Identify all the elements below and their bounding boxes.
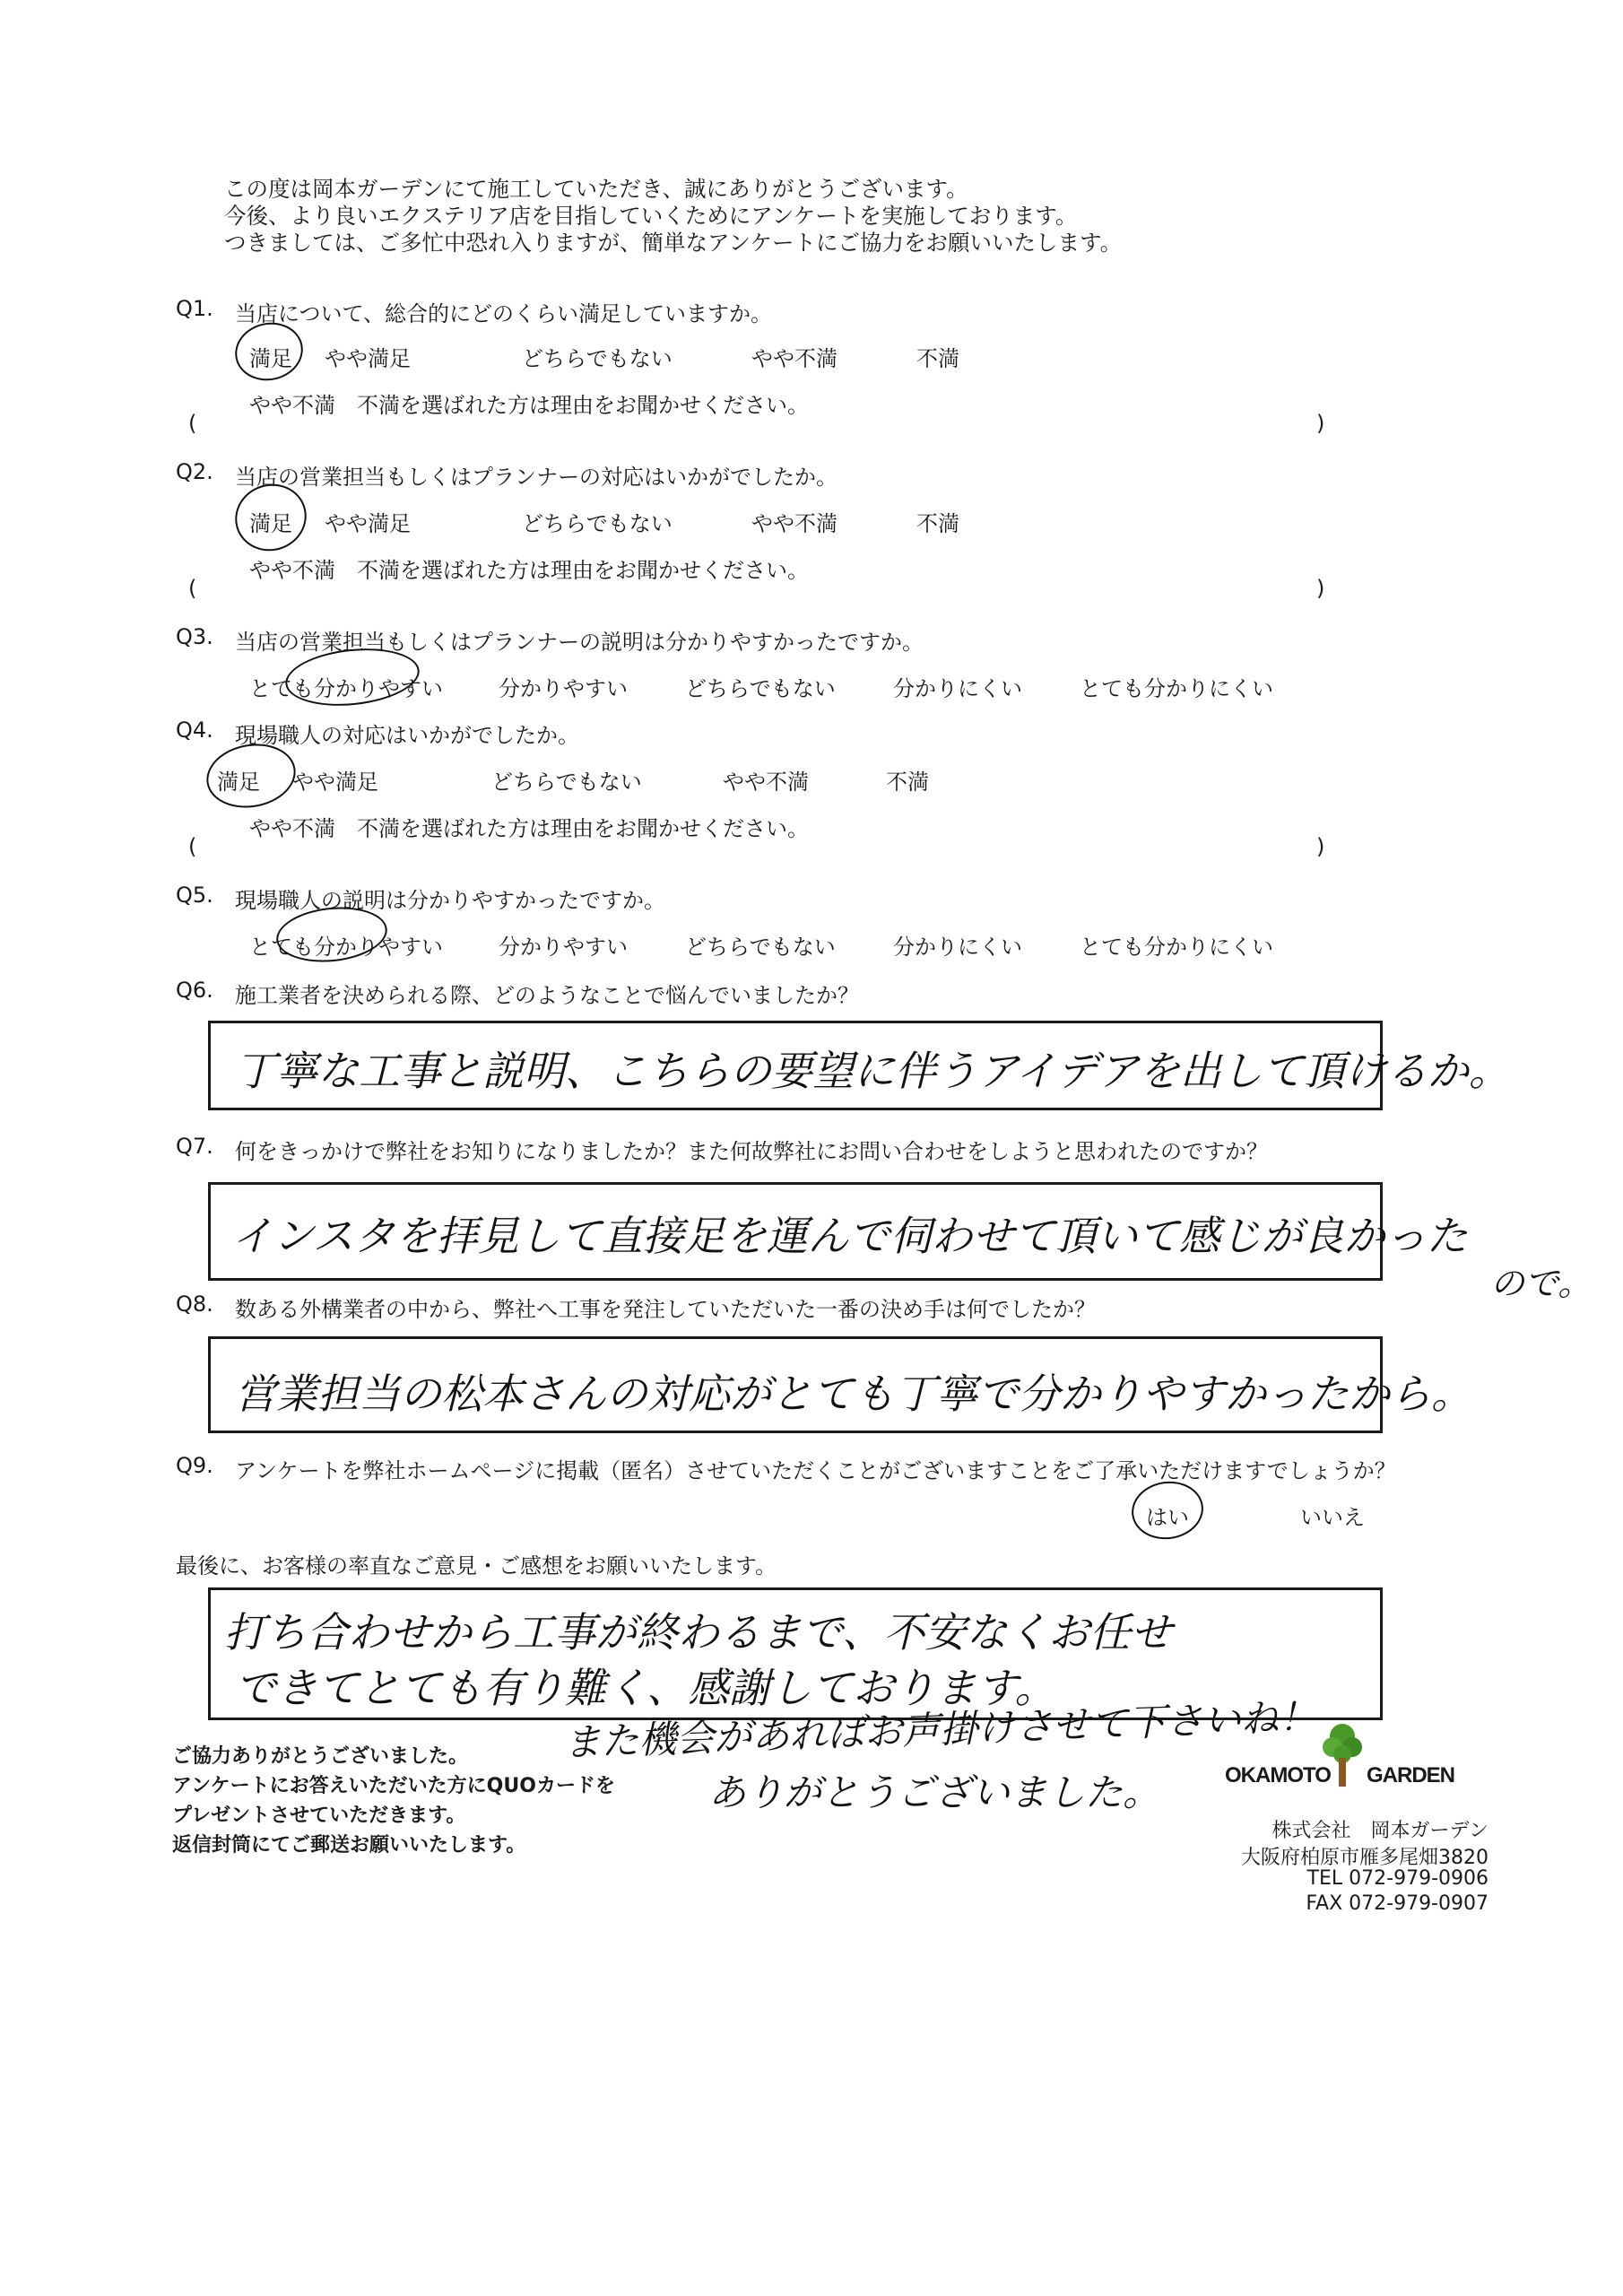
company-name: 株式会社 岡本ガーデン <box>1271 1820 1488 1842</box>
q4-option-4[interactable]: やや不満 <box>723 770 809 795</box>
q3-option-4[interactable]: 分かりにくい <box>893 676 1022 701</box>
q4-option-1[interactable]: 満足 <box>217 770 260 795</box>
footer-note <box>172 1742 615 1860</box>
q3-text: 当店の営業担当もしくはプランナーの説明は分かりやすかったですか。 <box>235 630 924 655</box>
intro-line-1: この度は岡本ガーデンにて施工していただき、誠にありがとうございます。 <box>224 176 968 202</box>
q2-text: 当店の営業担当もしくはプランナーの対応はいかがでしたか。 <box>235 465 838 490</box>
q3-number: Q3. <box>176 624 213 649</box>
q5-option-1[interactable]: とても分かりやすい <box>249 935 443 960</box>
q2-option-4[interactable]: やや不満 <box>751 511 838 536</box>
company-address: 大阪府柏原市雁多尾畑3820 <box>1241 1847 1488 1869</box>
q2-number: Q2. <box>176 459 213 484</box>
q1-reason-prompt: やや不満 不満を選ばれた方は理由をお聞かせください。 <box>249 393 809 418</box>
q6-number: Q6. <box>176 978 213 1003</box>
q9-no-option[interactable]: いいえ <box>1300 1505 1365 1530</box>
q1-option-2[interactable]: やや満足 <box>325 346 411 371</box>
footer-line-1: ご協力ありがとうございました。 <box>172 1745 469 1768</box>
q3-option-3[interactable]: どちらでもない <box>685 676 836 701</box>
q1-option-4[interactable]: やや不満 <box>751 346 838 371</box>
q9-text: アンケートを弊社ホームページに掲載（匿名）させていただくことがございますことをご了承いただけますでしょうか？ <box>235 1458 1396 1483</box>
intro-text <box>224 176 1122 257</box>
q4-paren-open: ( <box>188 834 197 859</box>
logo-text-left: OKAMOTO <box>1225 1763 1331 1787</box>
q1-number: Q1. <box>176 296 213 321</box>
q6-answer: 丁寧な工事と説明、こちらの要望に伴うアイデアを出して頂けるか。 <box>235 1047 1510 1095</box>
intro-line-2: 今後、より良いエクステリア店を目指していくためにアンケートを実施しております。 <box>224 203 1078 229</box>
q7-number: Q7. <box>176 1134 213 1159</box>
q1-text: 当店について、総合的にどのくらい満足していますか。 <box>235 301 773 326</box>
q2-option-2[interactable]: やや満足 <box>325 511 411 536</box>
q5-header <box>0 883 1623 918</box>
q4-reason-prompt: やや不満 不満を選ばれた方は理由をお聞かせください。 <box>249 816 809 841</box>
q5-option-2[interactable]: 分かりやすい <box>499 935 628 960</box>
q4-number: Q4. <box>176 718 213 743</box>
q8-header <box>0 1292 1623 1327</box>
q1-paren-open: ( <box>188 411 197 436</box>
q1-header <box>0 296 1623 332</box>
q4-text: 現場職人の対応はいかがでしたか。 <box>235 723 579 748</box>
q2-reason-prompt: やや不満 不満を選ばれた方は理由をお聞かせください。 <box>249 558 809 583</box>
q2-header <box>0 459 1623 495</box>
q3-header <box>0 624 1623 660</box>
q5-number: Q5. <box>176 883 213 908</box>
q1-option-3[interactable]: どちらでもない <box>522 346 673 371</box>
tree-icon <box>1320 1720 1365 1788</box>
q6-header <box>0 978 1623 1013</box>
q5-text: 現場職人の説明は分かりやすかったですか。 <box>235 888 665 913</box>
q7-answer: インスタを拝見して直接足を運んで伺わせて頂いて感じが良かった <box>231 1212 1468 1260</box>
footer-line-4: 返信封筒にてご郵送お願いいたします。 <box>172 1834 526 1857</box>
company-fax: FAX 072-979-0907 <box>1306 1892 1488 1915</box>
q9-number: Q9. <box>176 1453 213 1478</box>
q7-header <box>0 1134 1623 1170</box>
q2-option-3[interactable]: どちらでもない <box>522 511 673 536</box>
company-tel: TEL 072-979-0906 <box>1306 1867 1488 1890</box>
q8-number: Q8. <box>176 1292 213 1317</box>
logo-text-right: GARDEN <box>1367 1763 1455 1787</box>
q1-option-5[interactable]: 不満 <box>916 346 959 371</box>
final-prompt: 最後に、お客様の率直なご意見・ご感想をお願いいたします。 <box>176 1553 777 1578</box>
q8-answer: 営業担当の松本さんの対応がとても丁寧で分かりやすかったから。 <box>235 1370 1472 1418</box>
q2-option-1[interactable]: 満足 <box>249 511 292 536</box>
q6-text: 施工業者を決められる際、どのようなことで悩んでいましたか？ <box>235 983 859 1008</box>
footer-line-3: プレゼントさせていただきます。 <box>172 1805 466 1827</box>
q9-yes-option[interactable]: はい <box>1146 1505 1189 1530</box>
q5-option-4[interactable]: 分かりにくい <box>893 935 1022 960</box>
q2-paren-open: ( <box>188 576 197 601</box>
q7-answer-cont: ので。 <box>1490 1264 1593 1303</box>
q1-paren-close: ) <box>1316 411 1325 436</box>
final-answer-line-3: また機会があればお声掛けさせて下さいね！ <box>562 1694 1317 1765</box>
company-logo <box>1225 1720 1494 1792</box>
q5-option-5[interactable]: とても分かりにくい <box>1080 935 1273 960</box>
q2-option-5[interactable]: 不満 <box>916 511 959 536</box>
q1-option-1[interactable]: 満足 <box>249 346 292 371</box>
final-answer-line-4: ありがとうございました。 <box>708 1770 1161 1814</box>
q8-text: 数ある外構業者の中から、弊社へ工事を発注していただいた一番の決め手は何でしたか？ <box>235 1297 1096 1322</box>
final-answer-line-1: 打ち合わせから工事が終わるまで、不安なくお任せ <box>224 1608 1173 1657</box>
q3-option-2[interactable]: 分かりやすい <box>499 676 628 701</box>
q3-option-1[interactable]: とても分かりやすい <box>249 676 443 701</box>
q3-option-5[interactable]: とても分かりにくい <box>1080 676 1273 701</box>
q7-text: 何をきっかけで弊社をお知りになりましたか？また何故弊社にお問い合わせをしようと思われたのですか？ <box>235 1139 1268 1164</box>
intro-line-3: つきましては、ご多忙中恐れ入りますが、簡単なアンケートにご協力をお願いいたします。 <box>224 230 1123 256</box>
q4-paren-close: ) <box>1316 834 1325 859</box>
final-answer-line-2: できてとても有り難く、感謝しております。 <box>235 1664 1056 1712</box>
q2-paren-close: ) <box>1316 576 1325 601</box>
q4-option-3[interactable]: どちらでもない <box>491 770 642 795</box>
q4-option-5[interactable]: 不満 <box>886 770 929 795</box>
q9-header <box>0 1453 1623 1489</box>
footer-line-2: アンケートにお答えいただいた方にQUOカードを <box>172 1775 615 1797</box>
q5-option-3[interactable]: どちらでもない <box>685 935 836 960</box>
q4-option-2[interactable]: やや満足 <box>292 770 378 795</box>
